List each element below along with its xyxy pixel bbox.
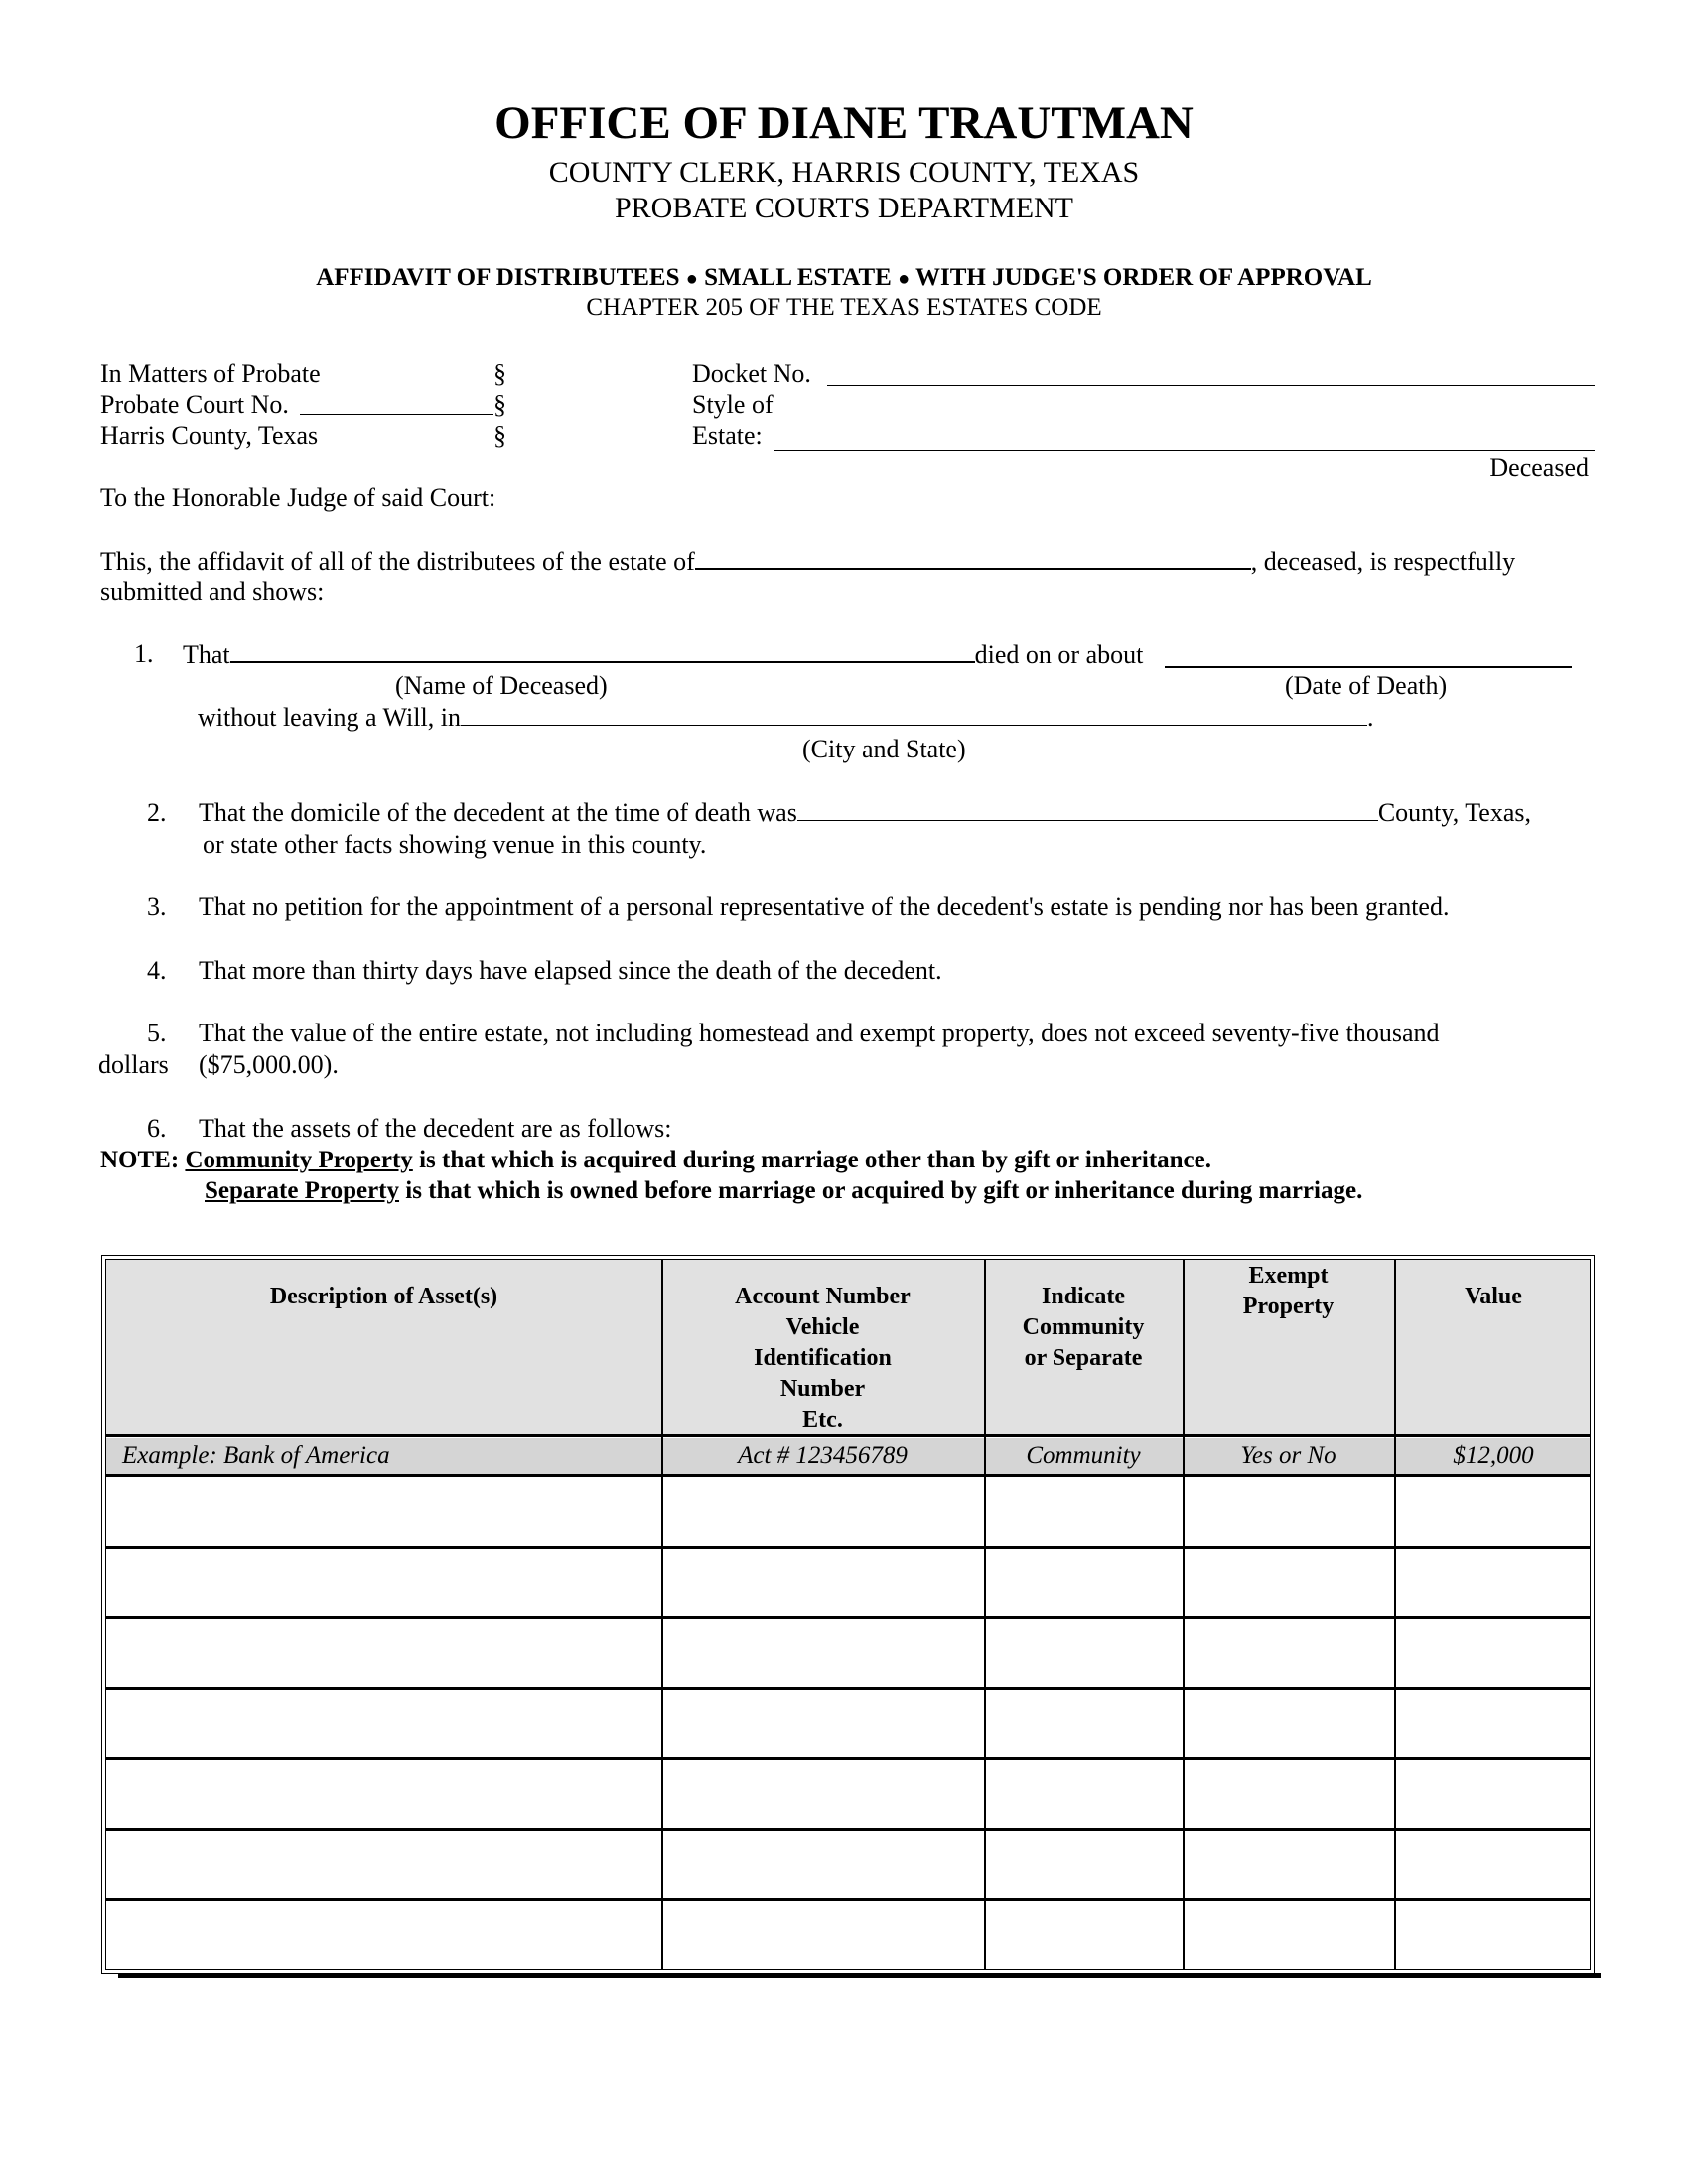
asset-cell-community-separate[interactable] (984, 1830, 1183, 1897)
form-title (0, 264, 1688, 293)
item-2-text: That the domicile of the decedent at the time of death was (199, 798, 797, 827)
asset-cell-description[interactable] (106, 1548, 661, 1615)
county-clerk-line: COUNTY CLERK, HARRIS COUNTY, TEXAS (548, 156, 1140, 189)
header-value: Value (1465, 1284, 1522, 1309)
bullet-icon: ● (898, 268, 911, 290)
header-account-line: Etc. (802, 1407, 843, 1433)
item-5-number: 5. (147, 1019, 167, 1047)
asset-cell-description[interactable] (106, 1759, 661, 1827)
header-community-line: Community (1022, 1314, 1145, 1340)
estate-field[interactable] (774, 450, 1595, 451)
deceased-name-field[interactable] (230, 641, 975, 663)
item-4-text: That more than thirty days have elapsed since the death of the decedent. (199, 956, 942, 985)
form-title-part-3: WITH JUDGE'S ORDER OF APPROVAL (915, 264, 1372, 291)
note-community (100, 1148, 1211, 1173)
intro-line-1 (100, 548, 1515, 575)
intro-after: , deceased, is respectfully (1250, 547, 1516, 576)
asset-cell-value[interactable] (1394, 1830, 1593, 1897)
asset-cell-exempt-property[interactable] (1183, 1900, 1394, 1968)
example-account: Act # 123456789 (738, 1442, 908, 1469)
item-2-number: 2. (147, 798, 167, 827)
docket-no-field[interactable] (827, 385, 1595, 386)
asset-cell-value[interactable] (1394, 1477, 1593, 1545)
example-description: Example: Bank of America (122, 1442, 390, 1469)
intro-line-2: submitted and shows: (100, 577, 325, 606)
item-1-died: died on or about (974, 640, 1144, 669)
asset-cell-account-number[interactable] (661, 1900, 984, 1968)
header-account-line: Identification (754, 1345, 892, 1371)
asset-cell-exempt-property[interactable] (1183, 1689, 1394, 1756)
header-community-line: Indicate (1042, 1284, 1125, 1309)
note-separate (205, 1178, 1362, 1204)
department-line: PROBATE COURTS DEPARTMENT (614, 192, 1074, 224)
caption-in-matters: In Matters of Probate (100, 359, 321, 388)
asset-cell-account-number[interactable] (661, 1759, 984, 1827)
item-3-number: 3. (147, 892, 167, 921)
item-1-number: 1. (134, 639, 154, 668)
item-6-number: 6. (147, 1114, 167, 1143)
asset-cell-community-separate[interactable] (984, 1689, 1183, 1756)
date-of-death-field[interactable] (1165, 666, 1572, 668)
without-label: without leaving a Will, in (198, 703, 461, 732)
asset-cell-description[interactable] (106, 1900, 661, 1968)
asset-cell-community-separate[interactable] (984, 1548, 1183, 1615)
separate-property-term: Separate Property (205, 1177, 400, 1204)
section-symbol: § (493, 359, 506, 388)
form-title-part-1: AFFIDAVIT OF DISTRIBUTEES (316, 264, 680, 291)
county-field[interactable] (797, 800, 1378, 821)
asset-cell-account-number[interactable] (661, 1477, 984, 1545)
asset-cell-value[interactable] (1394, 1759, 1593, 1827)
community-property-definition: is that which is acquired during marriage other than by gift or inheritance. (412, 1147, 1211, 1173)
city-caption: (City and State) (802, 735, 966, 763)
section-symbol: § (493, 390, 506, 419)
asset-cell-exempt-property[interactable] (1183, 1548, 1394, 1615)
form-title-part-2: SMALL ESTATE (704, 264, 892, 291)
header-exempt-line: Property (1242, 1294, 1335, 1319)
separate-property-definition: is that which is owned before marriage or acquired by gift or inheritance during marriage. (399, 1177, 1363, 1204)
note-label: NOTE: (100, 1147, 180, 1173)
asset-cell-exempt-property[interactable] (1183, 1830, 1394, 1897)
asset-cell-community-separate[interactable] (984, 1759, 1183, 1827)
asset-cell-community-separate[interactable] (984, 1618, 1183, 1686)
asset-cell-community-separate[interactable] (984, 1900, 1183, 1968)
item-5-dollars: dollars (98, 1050, 169, 1079)
item-5-amount: ($75,000.00). (199, 1050, 339, 1079)
item-2-line (199, 800, 1531, 826)
asset-cell-description[interactable] (106, 1477, 661, 1545)
asset-cell-exempt-property[interactable] (1183, 1477, 1394, 1545)
asset-cell-exempt-property[interactable] (1183, 1759, 1394, 1827)
item-4-number: 4. (147, 956, 167, 985)
city-state-field[interactable] (461, 705, 1367, 726)
header-exempt-line: Exempt (1248, 1263, 1329, 1289)
header-description: Description of Asset(s) (269, 1284, 498, 1309)
asset-cell-account-number[interactable] (661, 1689, 984, 1756)
office-title: OFFICE OF DIANE TRAUTMAN (494, 97, 1194, 149)
assets-table (101, 1255, 1595, 1974)
date-caption: (Date of Death) (1285, 671, 1448, 700)
item-5-text: That the value of the entire estate, not including homestead and exempt property, does not exceed seventy-five thousand (199, 1019, 1440, 1047)
assets-table-inner (105, 1259, 1591, 1970)
asset-cell-value[interactable] (1394, 1689, 1593, 1756)
asset-cell-value[interactable] (1394, 1900, 1593, 1968)
caption-court-no-label: Probate Court No. (100, 390, 289, 419)
item-1-without (198, 705, 1373, 731)
example-value: $12,000 (1453, 1442, 1534, 1469)
caption-harris-county: Harris County, Texas (100, 421, 319, 450)
asset-cell-community-separate[interactable] (984, 1477, 1183, 1545)
period: . (1366, 703, 1374, 732)
section-symbol: § (493, 421, 506, 450)
item-1-line (183, 641, 1143, 668)
asset-cell-exempt-property[interactable] (1183, 1618, 1394, 1686)
example-community: Community (1026, 1442, 1141, 1469)
header-account-line: Account Number (735, 1284, 911, 1309)
header-account-number (661, 1282, 984, 1435)
item-1-that: That (183, 640, 230, 669)
asset-cell-value[interactable] (1394, 1548, 1593, 1615)
docket-label: Docket No. (692, 359, 811, 388)
asset-cell-description[interactable] (106, 1830, 661, 1897)
intro-before: This, the affidavit of all of the distributees of the estate of (100, 547, 695, 576)
estate-label: Estate: (692, 421, 763, 450)
header-community-separate (984, 1282, 1183, 1374)
asset-cell-account-number[interactable] (661, 1830, 984, 1897)
asset-cell-description[interactable] (106, 1618, 661, 1686)
asset-cell-description[interactable] (106, 1689, 661, 1756)
form-subtitle: CHAPTER 205 OF THE TEXAS ESTATES CODE (586, 294, 1102, 321)
asset-cell-value[interactable] (1394, 1618, 1593, 1686)
style-of-label: Style of (692, 390, 774, 419)
item-3-text: That no petition for the appointment of a personal representative of the decedent's estate is pending nor has been granted. (199, 892, 1450, 921)
header-community-line: or Separate (1024, 1345, 1143, 1371)
header-account-line: Vehicle (785, 1314, 860, 1340)
item-2-suffix: County, Texas, (1377, 798, 1531, 827)
deceased-label: Deceased (1489, 453, 1589, 481)
header-exempt-property (1183, 1261, 1394, 1322)
community-property-term: Community Property (185, 1147, 413, 1173)
court-no-field[interactable] (300, 414, 493, 415)
asset-cell-account-number[interactable] (661, 1618, 984, 1686)
example-exempt: Yes or No (1240, 1442, 1336, 1469)
item-6-text: That the assets of the decedent are as follows: (199, 1114, 672, 1143)
bullet-icon: ● (685, 268, 698, 290)
asset-cell-account-number[interactable] (661, 1548, 984, 1615)
salutation: To the Honorable Judge of said Court: (100, 483, 496, 512)
item-2-line-2: or state other facts showing venue in this county. (203, 830, 707, 859)
name-caption: (Name of Deceased) (395, 671, 608, 700)
header-account-line: Number (779, 1376, 866, 1402)
estate-name-field[interactable] (695, 548, 1251, 570)
